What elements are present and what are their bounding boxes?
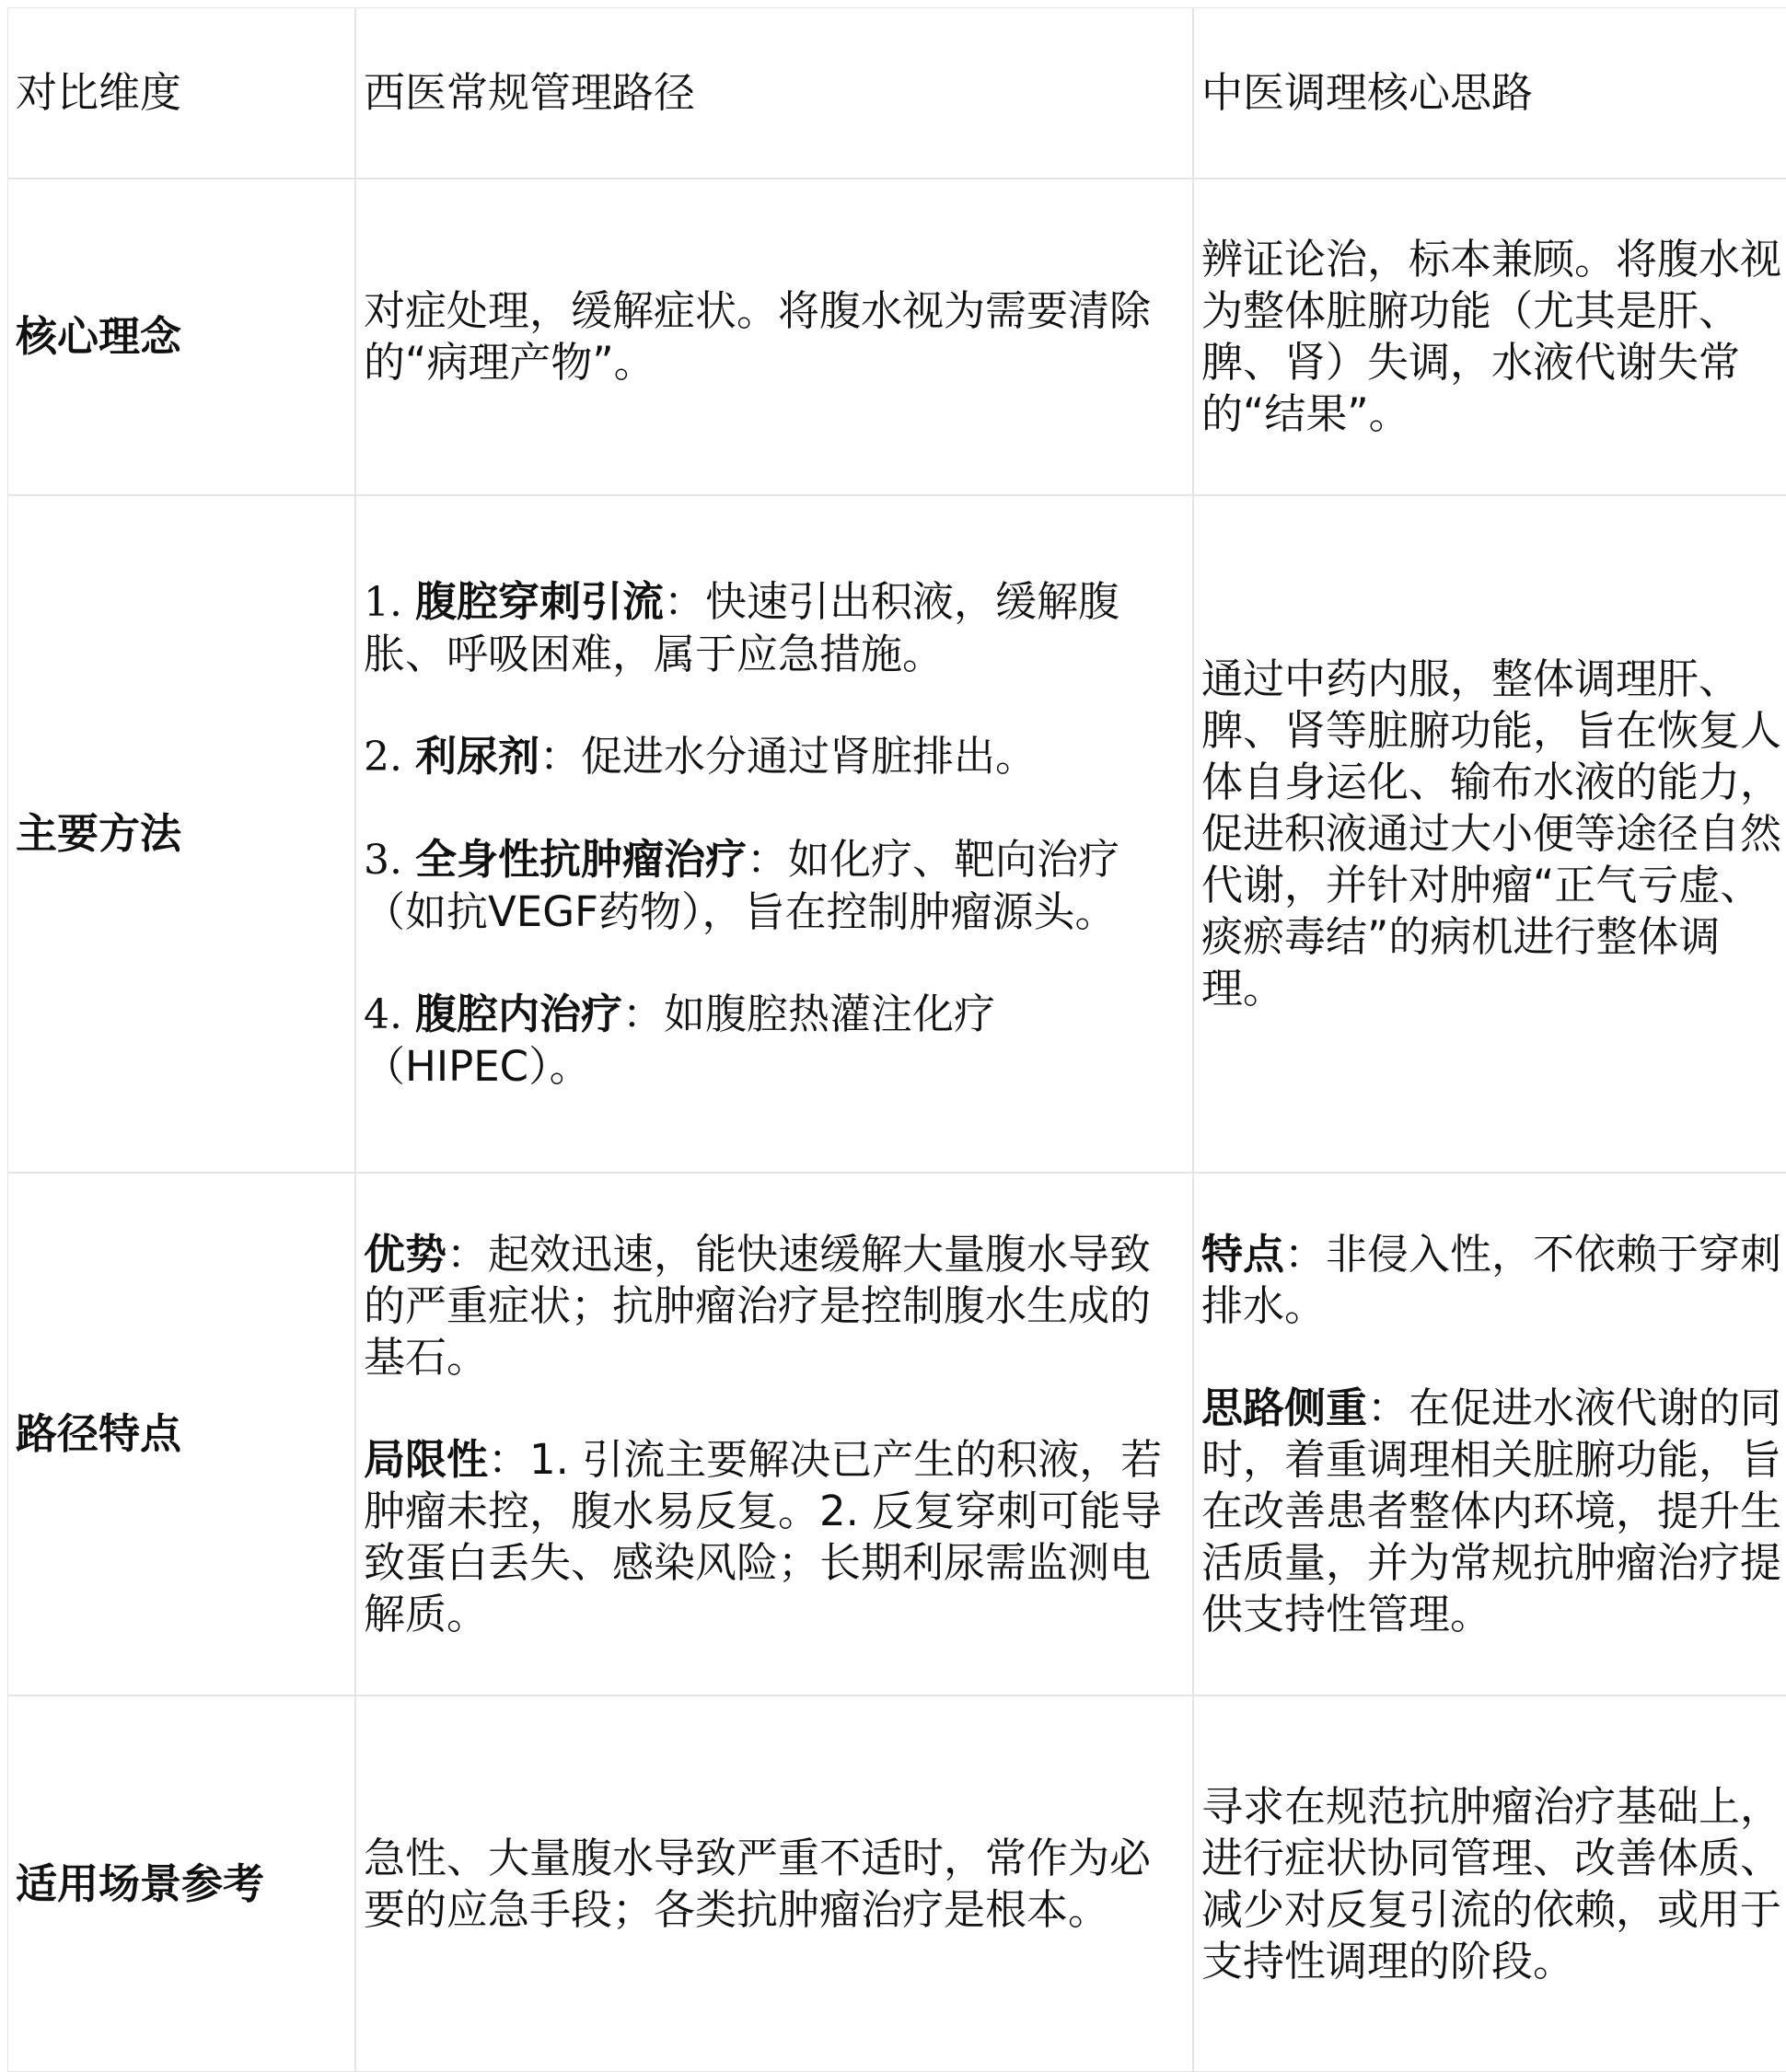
focus-label: 思路侧重 (1201, 1383, 1368, 1432)
west-cell-scenario (355, 1696, 1193, 2072)
method-number: 1. (364, 578, 415, 626)
west-scenario-text: 急性、大量腹水导致严重不适时，常作为必要的应急手段；各类抗肿瘤治疗是根本。 (364, 1833, 1152, 1934)
tcm-focus (1201, 1383, 1785, 1640)
tcm-feature (1201, 1229, 1785, 1332)
method-number: 3. (364, 836, 415, 884)
header-cell-dimension (7, 7, 355, 179)
tcm-core-text: 辨证论治，标本兼顾。将腹水视为整体脏腑功能（尤其是肝、脾、肾）失调，水液代谢失常的“结果”。 (1201, 235, 1782, 438)
west-cell-features (355, 1173, 1193, 1696)
row-title-features: 路径特点 (16, 1409, 182, 1458)
west-cell-core (355, 179, 1193, 495)
method-label: 腹腔内治疗 (414, 989, 622, 1038)
west-core-text: 对症处理，缓解症状。将腹水视为需要清除的“病理产物”。 (364, 286, 1152, 387)
method-label: 全身性抗肿瘤治疗 (414, 834, 747, 884)
row-title-scenario: 适用场景参考 (16, 1858, 265, 1908)
method-label: 利尿剂 (414, 731, 539, 781)
tcm-scenario-text: 寻求在规范抗肿瘤治疗基础上，进行症状协同管理、改善体质、减少对反复引流的依赖，或用于支持性调理的阶段。 (1201, 1781, 1782, 1985)
header-cell-western (355, 7, 1193, 179)
header-western-text: 西医常规管理路径 (364, 68, 696, 117)
method-label: 腹腔穿刺引流 (414, 576, 664, 626)
method-text: ：快速引出积液，缓解腹胀、呼吸困难，属于应急措施。 (364, 576, 1119, 678)
tcm-cell-methods (1193, 495, 1786, 1173)
focus-text: ：在促进水液代谢的同时，着重调理相关脏腑功能，旨在改善患者整体内环境，提升生活质量，并为常规抗肿瘤治疗提供支持性管理。 (1201, 1383, 1782, 1638)
row-title-core: 核心理念 (16, 312, 182, 361)
row-title-cell-core (7, 179, 355, 495)
tcm-cell-features (1193, 1173, 1786, 1696)
method-text: ：如腹腔热灌注化疗（HIPEC）。 (364, 989, 995, 1091)
header-cell-tcm (1193, 7, 1786, 179)
method-text: ：如化疗、靶向治疗（如抗VEGF药物），旨在控制肿瘤源头。 (364, 834, 1119, 936)
tcm-cell-core (1193, 179, 1786, 495)
row-title-cell-features (7, 1173, 355, 1696)
method-item (364, 576, 1185, 680)
advantage-text: ：起效迅速，能快速缓解大量腹水导致的严重症状；抗肿瘤治疗是控制腹水生成的基石。 (364, 1229, 1152, 1382)
header-tcm-text: 中医调理核心思路 (1201, 68, 1534, 117)
row-title-methods: 主要方法 (16, 809, 182, 858)
method-item (364, 731, 1185, 783)
method-number: 4. (364, 990, 415, 1038)
row-title-cell-scenario (7, 1696, 355, 2072)
feature-label: 特点 (1201, 1229, 1285, 1279)
west-advantage (364, 1229, 1185, 1383)
tcm-cell-scenario (1193, 1696, 1786, 2072)
method-number: 2. (364, 733, 415, 781)
west-cell-methods (355, 495, 1193, 1173)
method-item (364, 834, 1185, 938)
limitation-label: 局限性 (364, 1434, 489, 1484)
advantage-label: 优势 (364, 1229, 447, 1279)
limitation-text: ：1. 引流主要解决已产生的积液，若肿瘤未控，腹水易反复。2. 反复穿刺可能导致蛋白丢失、感染风险；长期利尿需监测电解质。 (364, 1434, 1163, 1638)
method-text: ：促进水分通过肾脏排出。 (539, 731, 1037, 781)
west-limitation (364, 1434, 1185, 1640)
feature-text: ：非侵入性，不依赖于穿刺排水。 (1201, 1229, 1782, 1330)
tcm-methods-text: 通过中药内服，整体调理肝、脾、肾等脏腑功能，旨在恢复人体自身运化、输布水液的能力，促进积液通过大小便等途径自然代谢，并针对肿瘤“正气亏虚、痰瘀毒结”的病机进行整体调理。 (1201, 654, 1782, 1013)
row-title-cell-methods (7, 495, 355, 1173)
header-dimension-text: 对比维度 (16, 68, 182, 117)
method-item (364, 989, 1185, 1093)
